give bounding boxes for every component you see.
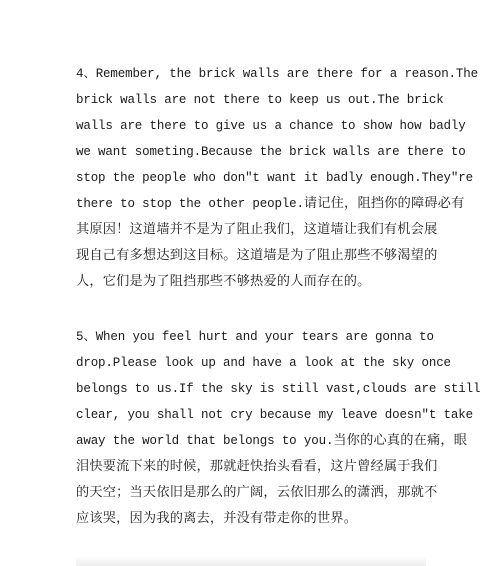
text-run-english: there to stop the other people. [76,197,304,211]
text-line [76,191,465,217]
text-line: 泪快要流下来的时候，那就赶快抬头看看，这片曾经属于我们 [76,459,438,474]
cut-off-next-line [76,556,426,566]
paragraph-5 [76,324,481,532]
text-line: stop the people who don"t want it badly enough.They"re [76,171,473,185]
text-line: 人，它们是为了阻挡那些不够热爱的人而存在的。 [76,274,371,289]
text-line: walls are there to give us a chance to show how badly [76,119,466,133]
text-line: brick walls are not there to keep us out.The brick [76,93,444,107]
text-run-english: away the world that belongs to you. [76,434,334,448]
text-line: belongs to us.If the sky is still vast,clouds are still [76,382,481,396]
text-line: 其原因！这道墙并不是为了阻止我们，这道墙让我们有机会展 [76,222,438,237]
text-run-chinese: 请记住，阻挡你的障碍必有 [303,196,465,211]
text-line: 应该哭，因为我的离去，并没有带走你的世界。 [76,511,358,526]
paragraph-4 [76,61,478,295]
text-line: we want someting.Because the brick walls are there to [76,145,466,159]
text-line: 的天空；当天依旧是那么的广阔，云依旧那么的潇洒，那就不 [76,485,438,500]
text-line: drop.Please look up and have a look at the sky once [76,356,451,370]
text-line: clear, you shall not cry because my leave doesn"t take [76,408,473,422]
text-line: 4、Remember, the brick walls are there for a reason.The [76,67,478,81]
text-line [76,428,468,454]
text-line: 现自己有多想达到这目标。这道墙是为了阻止那些不够渴望的 [76,248,438,263]
text-line: 5、When you feel hurt and your tears are gonna to [76,330,434,344]
text-run-chinese: 当你的心真的在痛，眼 [333,433,468,448]
